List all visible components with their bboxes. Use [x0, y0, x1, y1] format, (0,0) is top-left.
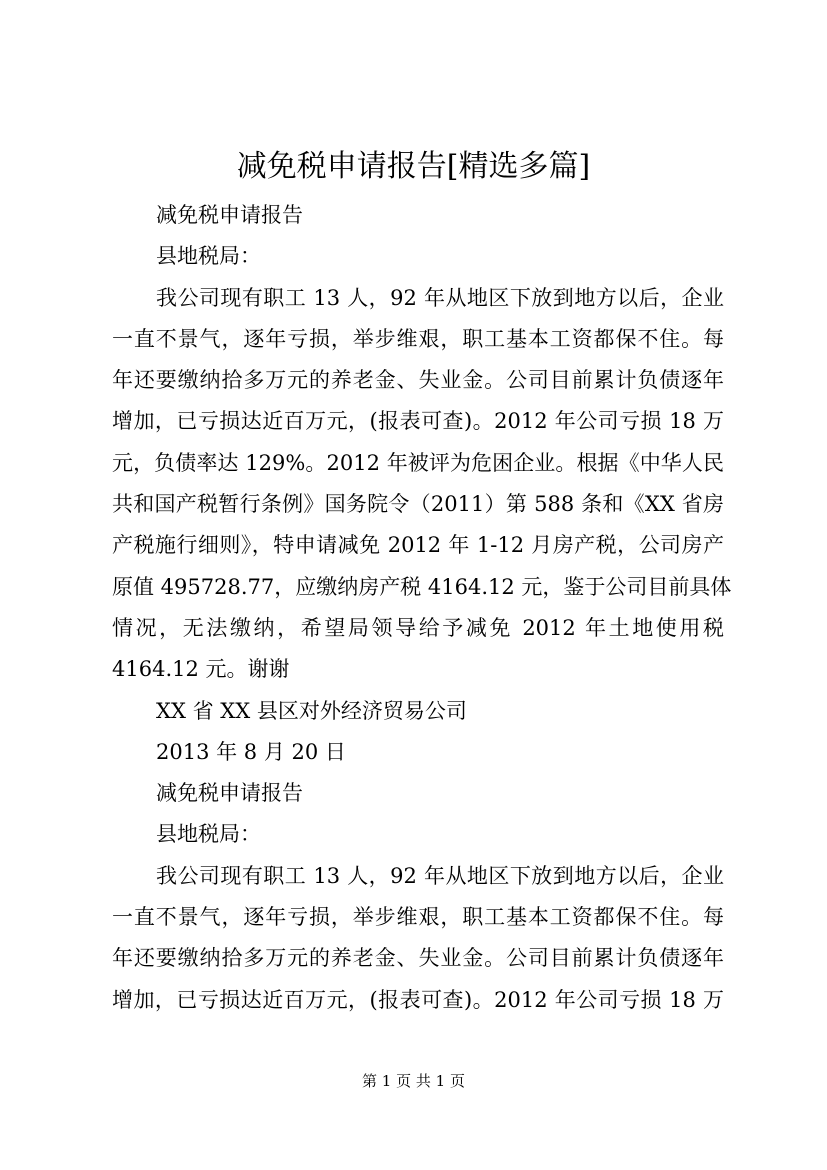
paragraph-line: 4164.12 元。谢谢	[112, 657, 290, 682]
paragraph-line: 一直不景气，逐年亏损，举步维艰，职工基本工资都保不住。每	[112, 326, 724, 351]
signature-date: 2013 年 8 月 20 日	[156, 739, 346, 764]
paragraph-line: 年还要缴纳拾多万元的养老金、失业金。公司目前累计负债逐年	[112, 946, 724, 971]
addressee: 县地税局：	[156, 244, 261, 269]
paragraph-line: 增加，已亏损达近百万元，(报表可查)。2012 年公司亏损 18 万	[112, 409, 724, 434]
addressee: 县地税局：	[156, 822, 261, 847]
section-heading: 减免税申请报告	[156, 203, 303, 227]
paragraph-line: 产税施行细则》，特申请减免 2012 年 1-12 月房产税，公司房产	[112, 533, 724, 558]
paragraph-line: 增加，已亏损达近百万元，(报表可查)。2012 年公司亏损 18 万	[112, 987, 724, 1012]
paragraph-line: 我公司现有职工 13 人，92 年从地区下放到地方以后，企业	[156, 285, 724, 310]
section-heading: 减免税申请报告	[156, 781, 303, 806]
company-signature: XX 省 XX 县区对外经济贸易公司	[156, 698, 467, 723]
document-body	[112, 195, 732, 1021]
paragraph-line: 一直不景气，逐年亏损，举步维艰，职工基本工资都保不住。每	[112, 905, 724, 930]
paragraph-line: 元，负债率达 129%。2012 年被评为危困企业。根据《中华人民	[112, 450, 724, 475]
paragraph-line: 情况，无法缴纳，希望局领导给予减免 2012 年土地使用税	[112, 615, 724, 640]
paragraph-line: 我公司现有职工 13 人，92 年从地区下放到地方以后，企业	[156, 863, 724, 888]
page-footer: 第 1 页 共 1 页	[362, 1072, 465, 1090]
paragraph-line: 年还要缴纳拾多万元的养老金、失业金。公司目前累计负债逐年	[112, 368, 724, 393]
paragraph-line: 原值 495728.77，应缴纳房产税 4164.12 元，鉴于公司目前具体	[112, 574, 732, 599]
paragraph-line: 共和国产税暂行条例》国务院令（2011）第 588 条和《XX 省房	[112, 492, 724, 517]
document-title: 减免税申请报告[精选多篇]	[236, 149, 591, 184]
